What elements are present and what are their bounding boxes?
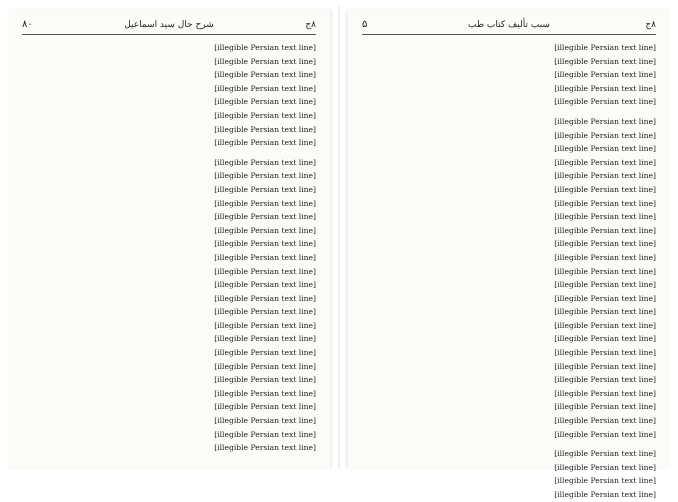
- running-title: شرح حال سید اسماعیل: [124, 20, 214, 30]
- text-line: [illegible Persian text line]: [214, 124, 316, 134]
- text-line: [illegible Persian text line]: [214, 293, 316, 303]
- book-gutter: [338, 6, 340, 469]
- text-line: [illegible Persian text line]: [554, 476, 656, 486]
- text-line: [illegible Persian text line]: [554, 157, 656, 167]
- text-line: [illegible Persian text line]: [214, 83, 316, 93]
- text-line: [illegible Persian text line]: [554, 388, 656, 398]
- text-line: [illegible Persian text line]: [554, 416, 656, 426]
- text-line: [illegible Persian text line]: [554, 375, 656, 385]
- text-line: [illegible Persian text line]: [554, 293, 656, 303]
- signature-mark: ۸ج: [645, 20, 656, 30]
- text-line: [illegible Persian text line]: [554, 490, 656, 499]
- text-line: [illegible Persian text line]: [214, 416, 316, 426]
- text-line: [illegible Persian text line]: [214, 361, 316, 371]
- paragraph: [22, 41, 316, 150]
- text-line: [illegible Persian text line]: [554, 429, 656, 439]
- left-page: [8, 10, 330, 468]
- text-line: [illegible Persian text line]: [554, 320, 656, 330]
- text-line: [illegible Persian text line]: [554, 348, 656, 358]
- text-line: [illegible Persian text line]: [554, 198, 656, 208]
- text-line: [illegible Persian text line]: [214, 402, 316, 412]
- page-body: [22, 41, 316, 455]
- text-line: [illegible Persian text line]: [554, 334, 656, 344]
- text-line: [illegible Persian text line]: [554, 402, 656, 412]
- text-line: [illegible Persian text line]: [554, 171, 656, 181]
- text-line: [illegible Persian text line]: [214, 375, 316, 385]
- text-line: [illegible Persian text line]: [214, 212, 316, 222]
- text-line: [illegible Persian text line]: [214, 334, 316, 344]
- text-line: [illegible Persian text line]: [554, 144, 656, 154]
- text-line: [illegible Persian text line]: [554, 280, 656, 290]
- text-line: [illegible Persian text line]: [554, 449, 656, 459]
- text-line: [illegible Persian text line]: [554, 130, 656, 140]
- page-number: ۵: [362, 19, 368, 30]
- text-line: [illegible Persian text line]: [214, 43, 316, 52]
- running-header: [22, 18, 316, 35]
- text-line: [illegible Persian text line]: [214, 110, 316, 120]
- text-line: [illegible Persian text line]: [554, 462, 656, 472]
- text-line: [illegible Persian text line]: [214, 266, 316, 276]
- paragraph: [362, 447, 656, 501]
- text-line: [illegible Persian text line]: [214, 138, 316, 148]
- text-line: [illegible Persian text line]: [214, 280, 316, 290]
- text-line: [illegible Persian text line]: [554, 266, 656, 276]
- page-body: [362, 41, 656, 502]
- text-line: [illegible Persian text line]: [214, 198, 316, 208]
- text-line: [illegible Persian text line]: [214, 320, 316, 330]
- text-line: [illegible Persian text line]: [214, 157, 316, 167]
- text-line: [illegible Persian text line]: [214, 307, 316, 317]
- text-line: [illegible Persian text line]: [554, 184, 656, 194]
- text-line: [illegible Persian text line]: [554, 239, 656, 249]
- text-line: [illegible Persian text line]: [214, 443, 316, 453]
- text-line: [illegible Persian text line]: [554, 83, 656, 93]
- text-line: [illegible Persian text line]: [214, 239, 316, 249]
- paragraph: [22, 156, 316, 455]
- text-line: [illegible Persian text line]: [554, 70, 656, 80]
- text-line: [illegible Persian text line]: [214, 388, 316, 398]
- text-line: [illegible Persian text line]: [554, 43, 656, 52]
- paragraph: [362, 115, 656, 441]
- text-line: [illegible Persian text line]: [554, 252, 656, 262]
- text-line: [illegible Persian text line]: [214, 348, 316, 358]
- text-line: [illegible Persian text line]: [554, 307, 656, 317]
- signature-mark: ۸ج: [305, 20, 316, 30]
- text-line: [illegible Persian text line]: [554, 56, 656, 66]
- text-line: [illegible Persian text line]: [554, 225, 656, 235]
- text-line: [illegible Persian text line]: [554, 212, 656, 222]
- page-number: ۸۰: [22, 19, 33, 30]
- text-line: [illegible Persian text line]: [214, 70, 316, 80]
- text-line: [illegible Persian text line]: [214, 429, 316, 439]
- text-line: [illegible Persian text line]: [214, 252, 316, 262]
- text-line: [illegible Persian text line]: [214, 56, 316, 66]
- text-line: [illegible Persian text line]: [554, 97, 656, 107]
- right-page: [348, 10, 670, 499]
- text-line: [illegible Persian text line]: [214, 171, 316, 181]
- text-line: [illegible Persian text line]: [214, 184, 316, 194]
- text-line: [illegible Persian text line]: [554, 116, 656, 126]
- text-line: [illegible Persian text line]: [214, 225, 316, 235]
- running-title: سبب تألیف کتاب طب: [468, 20, 550, 30]
- paragraph: [362, 41, 656, 109]
- text-line: [illegible Persian text line]: [554, 361, 656, 371]
- text-line: [illegible Persian text line]: [214, 97, 316, 107]
- running-header: [362, 18, 656, 35]
